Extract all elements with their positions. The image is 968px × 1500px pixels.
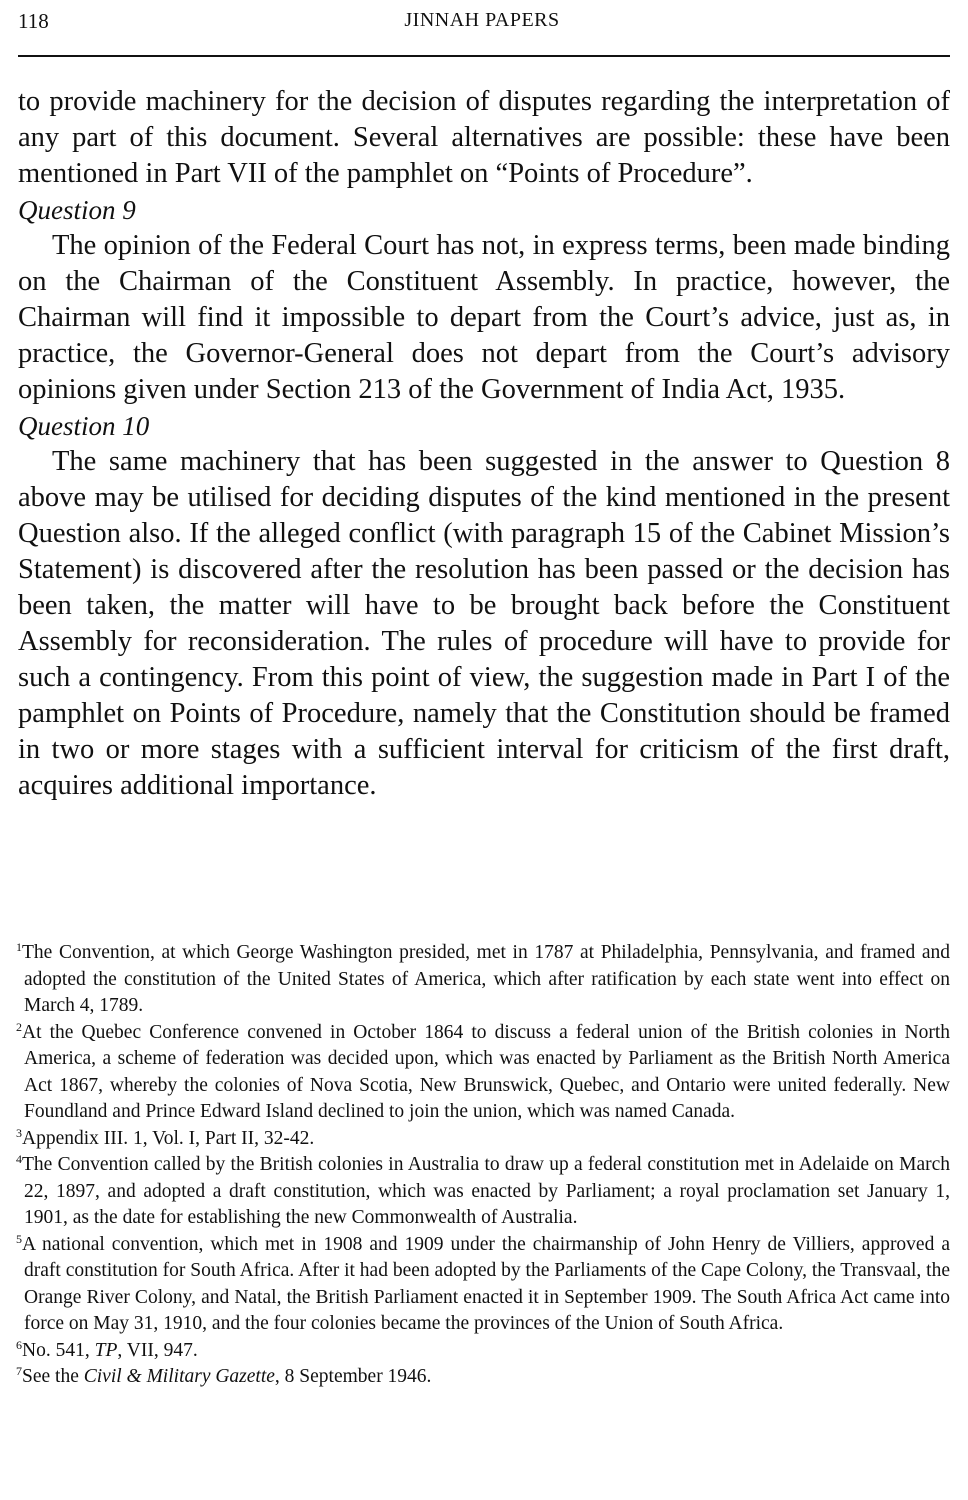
footnote-text: The Convention, at which George Washington presided, met in 1787 at Philadelphia, Pennsylvania, and framed and adopted the constitution of the United States of America, which after ratification by each state went into effect on March 4, 1789. [22,942,950,1016]
footnote-text-suffix: , VII, 947. [117,1339,198,1361]
footnote-2 [16,1020,950,1126]
footnote-text: The Convention called by the British colonies in Australia to draw up a federal constitution met in Adelaide on March 22, 1897, and adopted a draft constitution, which was enacted by Parliament; a royal proclamation set January 1, 1901, as the date for establishing the new Commonwealth of Australia. [22,1154,950,1228]
footnote-text-suffix: , 8 September 1946. [274,1366,432,1387]
footnote-text-prefix: No. 541, [22,1339,95,1361]
footnote-italic: TP [94,1339,118,1361]
footnote-mark: 6 [16,1337,22,1352]
page-header [18,9,946,37]
footnote-mark: 4 [16,1152,22,1166]
question-9-heading: Question 9 [18,195,136,225]
footnote-1 [16,940,950,1020]
main-text [18,84,950,804]
footnote-italic: Civil & Military Gazette [83,1366,275,1387]
footnote-4 [16,1152,950,1232]
running-title: JINNAH PAPERS [404,9,560,31]
footnote-mark: 5 [16,1231,22,1246]
footnote-mark: 1 [16,940,22,954]
footnote-mark: 7 [16,1364,22,1378]
footnote-text: A national convention, which met in 1908 and 1909 under the chairmanship of John Henry de Villiers, approved a draft constitution for South Africa. After it had been adopted by the Parliaments of the Cape Colony, the Transvaal, the Orange River Colony, and Natal, the British Parliament enacted it in September 1909. The South Africa Act came into force on May 31, 1910, and the four colonies became the provinces of the Union of South Africa. [22,1233,950,1334]
footnote-mark: 3 [16,1125,22,1140]
footnote-text: Appendix III. 1, Vol. I, Part II, 32-42. [22,1127,315,1149]
footnote-mark: 2 [16,1019,22,1034]
footnote-text-prefix: See the [22,1366,84,1387]
footnote-6 [16,1338,950,1365]
header-rule [18,55,950,57]
continuation-paragraph: to provide machinery for the decision of disputes regarding the interpretation of any part of this document. Several alternatives are possible: these have been mentioned in Part VII of the pamphlet on “Points of Procedure”. [18,86,950,189]
footnotes [16,940,950,1391]
footnote-3 [16,1126,950,1153]
footnote-7 [16,1364,950,1391]
question-10-heading: Question 10 [18,411,150,441]
question-10-answer: The same machinery that has been suggested in the answer to Question 8 above may be utilised for deciding disputes of the kind mentioned in the present Question also. If the alleged conflict (with paragraph 15 of the Cabinet Mission’s Statement) is discovered after the resolution has been passed or the decision has been taken, the matter will have to be brought back before the Constituent Assembly for reconsideration. The rules of procedure will have to provide for such a contingency. From this point of view, the suggestion made in Part I of the pamphlet on Points of Procedure, namely that the Constitution should be framed in two or more stages with a sufficient interval for criticism of the first draft, acquires additional importance. [18,446,950,801]
footnote-text: At the Quebec Conference convened in October 1864 to discuss a federal union of the British colonies in North America, a scheme of federation was decided upon, which was enacted by Parliament as the British North America Act 1867, whereby the colonies of Nova Scotia, New Brunswick, Quebec, and Ontario were united federally. New Foundland and Prince Edward Island declined to join the union, which was named Canada. [22,1021,950,1122]
question-9-answer: The opinion of the Federal Court has not, in express terms, been made binding on the Chairman of the Constituent Assembly. In practice, however, the Chairman will find it impossible to depart from the Court’s advice, just as, in practice, the Governor-General does not depart from the Court’s advisory opinions given under Section 213 of the Government of India Act, 1935. [18,230,950,405]
footnote-5 [16,1232,950,1338]
page-number: 118 [18,9,49,33]
